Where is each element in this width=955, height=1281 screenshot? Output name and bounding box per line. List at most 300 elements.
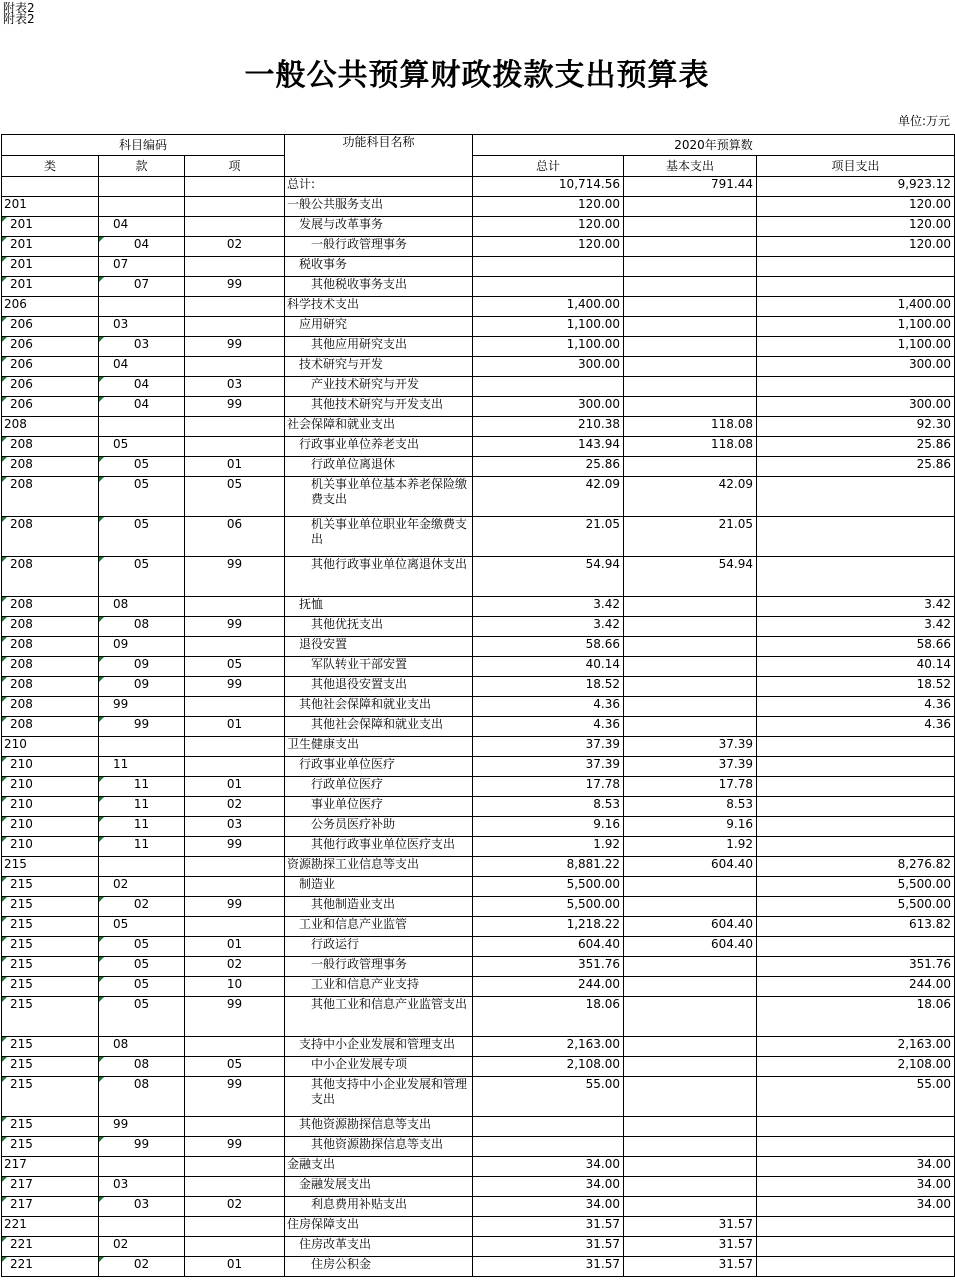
cell-project — [757, 557, 955, 597]
cell-basic — [624, 397, 757, 417]
cell-kuan: 03 — [99, 1177, 185, 1197]
cell-lei: 208 — [2, 717, 99, 737]
cell-basic: 8.53 — [624, 797, 757, 817]
table-row — [2, 977, 955, 997]
cell-kuan — [99, 297, 185, 317]
table-row — [2, 1257, 955, 1277]
cell-lei: 206 — [2, 317, 99, 337]
cell-lei: 208 — [2, 437, 99, 457]
cell-kuan: 99 — [99, 1137, 185, 1157]
table-row — [2, 1077, 955, 1117]
cell-name: 产业技术研究与开发 — [285, 377, 473, 397]
cell-name: 社会保障和就业支出 — [285, 417, 473, 437]
cell-project — [757, 277, 955, 297]
table-row — [2, 177, 955, 197]
cell-xiang: 01 — [185, 937, 285, 957]
cell-name: 总计: — [285, 177, 473, 197]
table-row — [2, 217, 955, 237]
cell-project — [757, 1137, 955, 1157]
cell-project: 244.00 — [757, 977, 955, 997]
cell-kuan: 02 — [99, 1257, 185, 1277]
cell-total: 18.06 — [473, 997, 624, 1037]
cell-project — [757, 1217, 955, 1237]
cell-xiang — [185, 857, 285, 877]
cell-name: 金融支出 — [285, 1157, 473, 1177]
cell-xiang — [185, 417, 285, 437]
table-row — [2, 897, 955, 917]
cell-kuan: 07 — [99, 257, 185, 277]
cell-name: 制造业 — [285, 877, 473, 897]
cell-total: 1,400.00 — [473, 297, 624, 317]
cell-xiang — [185, 1157, 285, 1177]
cell-total: 25.86 — [473, 457, 624, 477]
cell-kuan: 11 — [99, 837, 185, 857]
cell-name: 卫生健康支出 — [285, 737, 473, 757]
cell-project: 8,276.82 — [757, 857, 955, 877]
cell-project: 120.00 — [757, 237, 955, 257]
cell-lei: 215 — [2, 977, 99, 997]
cell-total: 42.09 — [473, 477, 624, 517]
cell-lei: 208 — [2, 597, 99, 617]
cell-xiang — [185, 757, 285, 777]
cell-total — [473, 377, 624, 397]
cell-project: 18.06 — [757, 997, 955, 1037]
cell-project — [757, 517, 955, 557]
table-row — [2, 717, 955, 737]
cell-basic — [624, 657, 757, 677]
cell-name: 抚恤 — [285, 597, 473, 617]
cell-basic: 118.08 — [624, 437, 757, 457]
table-row — [2, 417, 955, 437]
cell-xiang: 01 — [185, 1257, 285, 1277]
cell-lei: 215 — [2, 937, 99, 957]
table-row — [2, 617, 955, 637]
cell-xiang — [185, 297, 285, 317]
cell-total: 55.00 — [473, 1077, 624, 1117]
cell-kuan: 11 — [99, 797, 185, 817]
cell-xiang — [185, 217, 285, 237]
cell-xiang: 99 — [185, 677, 285, 697]
cell-basic — [624, 217, 757, 237]
cell-xiang: 03 — [185, 817, 285, 837]
header-total: 总计 — [473, 156, 624, 177]
table-row — [2, 917, 955, 937]
cell-name: 退役安置 — [285, 637, 473, 657]
table-row — [2, 1117, 955, 1137]
header-project: 项目支出 — [757, 156, 955, 177]
cell-lei: 206 — [2, 397, 99, 417]
cell-basic — [624, 877, 757, 897]
cell-kuan: 08 — [99, 597, 185, 617]
table-row — [2, 757, 955, 777]
cell-name: 支持中小企业发展和管理支出 — [285, 1037, 473, 1057]
cell-xiang — [185, 597, 285, 617]
cell-xiang — [185, 917, 285, 937]
cell-xiang: 05 — [185, 477, 285, 517]
cell-name: 行政事业单位医疗 — [285, 757, 473, 777]
table-row — [2, 1057, 955, 1077]
cell-basic — [624, 297, 757, 317]
cell-xiang — [185, 177, 285, 197]
cell-xiang — [185, 737, 285, 757]
unit-label: 单位:万元 — [897, 114, 950, 128]
cell-basic: 31.57 — [624, 1257, 757, 1277]
table-row — [2, 477, 955, 517]
cell-project: 613.82 — [757, 917, 955, 937]
cell-name: 军队转业干部安置 — [285, 657, 473, 677]
cell-lei: 221 — [2, 1217, 99, 1237]
cell-total: 40.14 — [473, 657, 624, 677]
cell-basic: 37.39 — [624, 757, 757, 777]
table-row — [2, 837, 955, 857]
table-row — [2, 937, 955, 957]
cell-kuan: 02 — [99, 897, 185, 917]
cell-kuan: 04 — [99, 357, 185, 377]
cell-project — [757, 477, 955, 517]
cell-name: 其他社会保障和就业支出 — [285, 697, 473, 717]
cell-name: 一般行政管理事务 — [285, 957, 473, 977]
table-row — [2, 797, 955, 817]
cell-total: 34.00 — [473, 1197, 624, 1217]
cell-total: 1,100.00 — [473, 317, 624, 337]
cell-total: 351.76 — [473, 957, 624, 977]
cell-kuan: 09 — [99, 657, 185, 677]
cell-project: 34.00 — [757, 1177, 955, 1197]
cell-basic: 604.40 — [624, 857, 757, 877]
cell-basic — [624, 697, 757, 717]
cell-basic: 54.94 — [624, 557, 757, 597]
cell-xiang — [185, 437, 285, 457]
cell-total: 5,500.00 — [473, 897, 624, 917]
cell-project: 34.00 — [757, 1197, 955, 1217]
cell-kuan: 07 — [99, 277, 185, 297]
cell-lei: 215 — [2, 1137, 99, 1157]
cell-total: 8,881.22 — [473, 857, 624, 877]
cell-total: 37.39 — [473, 757, 624, 777]
cell-kuan: 05 — [99, 917, 185, 937]
cell-kuan: 05 — [99, 457, 185, 477]
table-row — [2, 257, 955, 277]
cell-xiang: 02 — [185, 957, 285, 977]
cell-total: 244.00 — [473, 977, 624, 997]
attachment-label-cut: 附表2 — [3, 12, 35, 26]
cell-lei: 217 — [2, 1177, 99, 1197]
cell-project: 92.30 — [757, 417, 955, 437]
cell-name: 利息费用补贴支出 — [285, 1197, 473, 1217]
cell-project: 58.66 — [757, 637, 955, 657]
cell-xiang — [185, 637, 285, 657]
cell-kuan: 04 — [99, 217, 185, 237]
cell-basic: 31.57 — [624, 1237, 757, 1257]
cell-project — [757, 777, 955, 797]
cell-xiang: 99 — [185, 897, 285, 917]
cell-project — [757, 837, 955, 857]
cell-kuan: 05 — [99, 557, 185, 597]
cell-lei: 215 — [2, 897, 99, 917]
cell-basic — [624, 357, 757, 377]
cell-basic — [624, 617, 757, 637]
cell-name: 一般行政管理事务 — [285, 237, 473, 257]
cell-kuan: 09 — [99, 677, 185, 697]
cell-name: 中小企业发展专项 — [285, 1057, 473, 1077]
table-row — [2, 1217, 955, 1237]
cell-name: 行政事业单位养老支出 — [285, 437, 473, 457]
cell-basic — [624, 237, 757, 257]
cell-name: 其他应用研究支出 — [285, 337, 473, 357]
cell-xiang: 02 — [185, 237, 285, 257]
cell-project — [757, 757, 955, 777]
header-budget-group: 2020年预算数 — [473, 135, 955, 156]
table-row — [2, 457, 955, 477]
cell-lei: 210 — [2, 837, 99, 857]
cell-basic — [624, 337, 757, 357]
cell-basic — [624, 597, 757, 617]
cell-lei: 215 — [2, 1077, 99, 1117]
cell-project: 40.14 — [757, 657, 955, 677]
cell-total: 37.39 — [473, 737, 624, 757]
table-row — [2, 337, 955, 357]
header-basic: 基本支出 — [624, 156, 757, 177]
cell-kuan: 05 — [99, 517, 185, 557]
cell-lei: 215 — [2, 1057, 99, 1077]
cell-lei: 210 — [2, 737, 99, 757]
cell-lei: 217 — [2, 1157, 99, 1177]
cell-basic: 1.92 — [624, 837, 757, 857]
cell-name: 住房改革支出 — [285, 1237, 473, 1257]
table-row — [2, 557, 955, 597]
cell-name: 应用研究 — [285, 317, 473, 337]
cell-lei: 201 — [2, 197, 99, 217]
cell-kuan: 99 — [99, 717, 185, 737]
cell-lei: 215 — [2, 1117, 99, 1137]
cell-name: 公务员医疗补助 — [285, 817, 473, 837]
cell-kuan: 08 — [99, 1057, 185, 1077]
cell-name: 其他退役安置支出 — [285, 677, 473, 697]
cell-lei: 208 — [2, 477, 99, 517]
cell-xiang: 02 — [185, 797, 285, 817]
header-lei: 类 — [2, 156, 99, 177]
cell-lei: 208 — [2, 417, 99, 437]
cell-total — [473, 277, 624, 297]
cell-kuan: 08 — [99, 1077, 185, 1117]
table-row — [2, 697, 955, 717]
cell-xiang — [185, 317, 285, 337]
cell-project: 25.86 — [757, 437, 955, 457]
cell-total: 31.57 — [473, 1217, 624, 1237]
cell-lei: 208 — [2, 637, 99, 657]
cell-total: 9.16 — [473, 817, 624, 837]
cell-xiang — [185, 197, 285, 217]
cell-lei: 208 — [2, 457, 99, 477]
cell-project — [757, 817, 955, 837]
cell-kuan: 04 — [99, 377, 185, 397]
cell-name: 机关事业单位基本养老保险缴费支出 — [285, 477, 473, 517]
cell-total: 300.00 — [473, 357, 624, 377]
cell-total: 4.36 — [473, 717, 624, 737]
cell-xiang: 99 — [185, 617, 285, 637]
cell-kuan — [99, 1157, 185, 1177]
cell-basic — [624, 1197, 757, 1217]
cell-kuan: 03 — [99, 317, 185, 337]
table-row — [2, 957, 955, 977]
cell-name: 其他行政事业单位离退休支出 — [285, 557, 473, 597]
cell-kuan: 05 — [99, 477, 185, 517]
cell-name: 其他制造业支出 — [285, 897, 473, 917]
cell-total: 4.36 — [473, 697, 624, 717]
cell-basic: 9.16 — [624, 817, 757, 837]
cell-kuan: 02 — [99, 877, 185, 897]
cell-project — [757, 737, 955, 757]
cell-kuan: 04 — [99, 397, 185, 417]
cell-lei: 206 — [2, 357, 99, 377]
cell-kuan — [99, 1217, 185, 1237]
cell-basic — [624, 1157, 757, 1177]
cell-basic — [624, 377, 757, 397]
cell-total: 1,218.22 — [473, 917, 624, 937]
cell-name: 其他行政事业单位医疗支出 — [285, 837, 473, 857]
cell-xiang — [185, 257, 285, 277]
cell-project: 1,400.00 — [757, 297, 955, 317]
cell-kuan: 05 — [99, 957, 185, 977]
table-row — [2, 997, 955, 1037]
cell-xiang — [185, 1037, 285, 1057]
cell-basic: 37.39 — [624, 737, 757, 757]
cell-project — [757, 797, 955, 817]
cell-lei: 210 — [2, 757, 99, 777]
cell-total: 120.00 — [473, 197, 624, 217]
table-row — [2, 277, 955, 297]
cell-project: 120.00 — [757, 197, 955, 217]
table-row — [2, 677, 955, 697]
cell-kuan: 05 — [99, 937, 185, 957]
table-row — [2, 197, 955, 217]
cell-xiang: 02 — [185, 1197, 285, 1217]
cell-name: 其他资源勘探信息等支出 — [285, 1117, 473, 1137]
cell-lei: 201 — [2, 257, 99, 277]
table-row — [2, 877, 955, 897]
cell-lei: 201 — [2, 217, 99, 237]
cell-total: 210.38 — [473, 417, 624, 437]
cell-total — [473, 1117, 624, 1137]
cell-lei: 221 — [2, 1257, 99, 1277]
cell-basic — [624, 637, 757, 657]
cell-kuan: 02 — [99, 1237, 185, 1257]
cell-total: 300.00 — [473, 397, 624, 417]
cell-name: 住房保障支出 — [285, 1217, 473, 1237]
cell-xiang — [185, 1217, 285, 1237]
table-row — [2, 357, 955, 377]
table-row — [2, 737, 955, 757]
cell-xiang: 01 — [185, 717, 285, 737]
cell-name: 工业和信息产业支持 — [285, 977, 473, 997]
cell-xiang: 05 — [185, 657, 285, 677]
cell-lei: 208 — [2, 697, 99, 717]
cell-total: 34.00 — [473, 1157, 624, 1177]
cell-basic — [624, 1117, 757, 1137]
cell-basic — [624, 1177, 757, 1197]
cell-basic — [624, 1077, 757, 1117]
cell-basic: 17.78 — [624, 777, 757, 797]
cell-lei: 210 — [2, 797, 99, 817]
cell-name: 其他工业和信息产业监管支出 — [285, 997, 473, 1037]
cell-name: 机关事业单位职业年金缴费支出 — [285, 517, 473, 557]
cell-project — [757, 1257, 955, 1277]
cell-project: 120.00 — [757, 217, 955, 237]
cell-lei: 221 — [2, 1237, 99, 1257]
cell-basic: 31.57 — [624, 1217, 757, 1237]
cell-total: 1.92 — [473, 837, 624, 857]
cell-kuan: 09 — [99, 637, 185, 657]
header-xiang: 项 — [185, 156, 285, 177]
cell-lei: 215 — [2, 857, 99, 877]
cell-basic — [624, 677, 757, 697]
cell-total: 3.42 — [473, 617, 624, 637]
cell-basic — [624, 457, 757, 477]
table-row — [2, 1197, 955, 1217]
cell-project: 9,923.12 — [757, 177, 955, 197]
cell-kuan: 04 — [99, 237, 185, 257]
cell-name: 行政单位医疗 — [285, 777, 473, 797]
cell-kuan: 11 — [99, 757, 185, 777]
cell-xiang: 99 — [185, 837, 285, 857]
table-row — [2, 597, 955, 617]
cell-lei: 201 — [2, 277, 99, 297]
cell-name: 行政运行 — [285, 937, 473, 957]
cell-kuan: 05 — [99, 997, 185, 1037]
cell-name: 其他税收事务支出 — [285, 277, 473, 297]
cell-kuan: 99 — [99, 697, 185, 717]
cell-basic — [624, 1037, 757, 1057]
cell-total: 1,100.00 — [473, 337, 624, 357]
cell-name: 其他技术研究与开发支出 — [285, 397, 473, 417]
cell-total: 2,163.00 — [473, 1037, 624, 1057]
cell-name: 科学技术支出 — [285, 297, 473, 317]
cell-xiang — [185, 1117, 285, 1137]
cell-kuan: 03 — [99, 1197, 185, 1217]
table-row — [2, 1237, 955, 1257]
cell-name: 其他社会保障和就业支出 — [285, 717, 473, 737]
cell-xiang: 99 — [185, 337, 285, 357]
cell-basic — [624, 197, 757, 217]
cell-basic — [624, 977, 757, 997]
cell-total — [473, 1137, 624, 1157]
table-row — [2, 237, 955, 257]
cell-total: 120.00 — [473, 237, 624, 257]
cell-xiang: 01 — [185, 777, 285, 797]
cell-total: 3.42 — [473, 597, 624, 617]
cell-total: 18.52 — [473, 677, 624, 697]
cell-lei: 206 — [2, 377, 99, 397]
cell-total: 17.78 — [473, 777, 624, 797]
header-kuan: 款 — [99, 156, 185, 177]
cell-total: 34.00 — [473, 1177, 624, 1197]
cell-project: 18.52 — [757, 677, 955, 697]
budget-table — [1, 134, 955, 1277]
cell-project — [757, 1237, 955, 1257]
header-code-group: 科目编码 — [2, 135, 285, 156]
cell-lei: 208 — [2, 677, 99, 697]
cell-total: 120.00 — [473, 217, 624, 237]
cell-total: 5,500.00 — [473, 877, 624, 897]
cell-xiang: 99 — [185, 1137, 285, 1157]
cell-lei: 201 — [2, 237, 99, 257]
cell-name: 金融发展支出 — [285, 1177, 473, 1197]
cell-name: 其他资源勘探信息等支出 — [285, 1137, 473, 1157]
cell-kuan — [99, 857, 185, 877]
cell-project: 55.00 — [757, 1077, 955, 1117]
table-row — [2, 377, 955, 397]
cell-xiang: 99 — [185, 997, 285, 1037]
